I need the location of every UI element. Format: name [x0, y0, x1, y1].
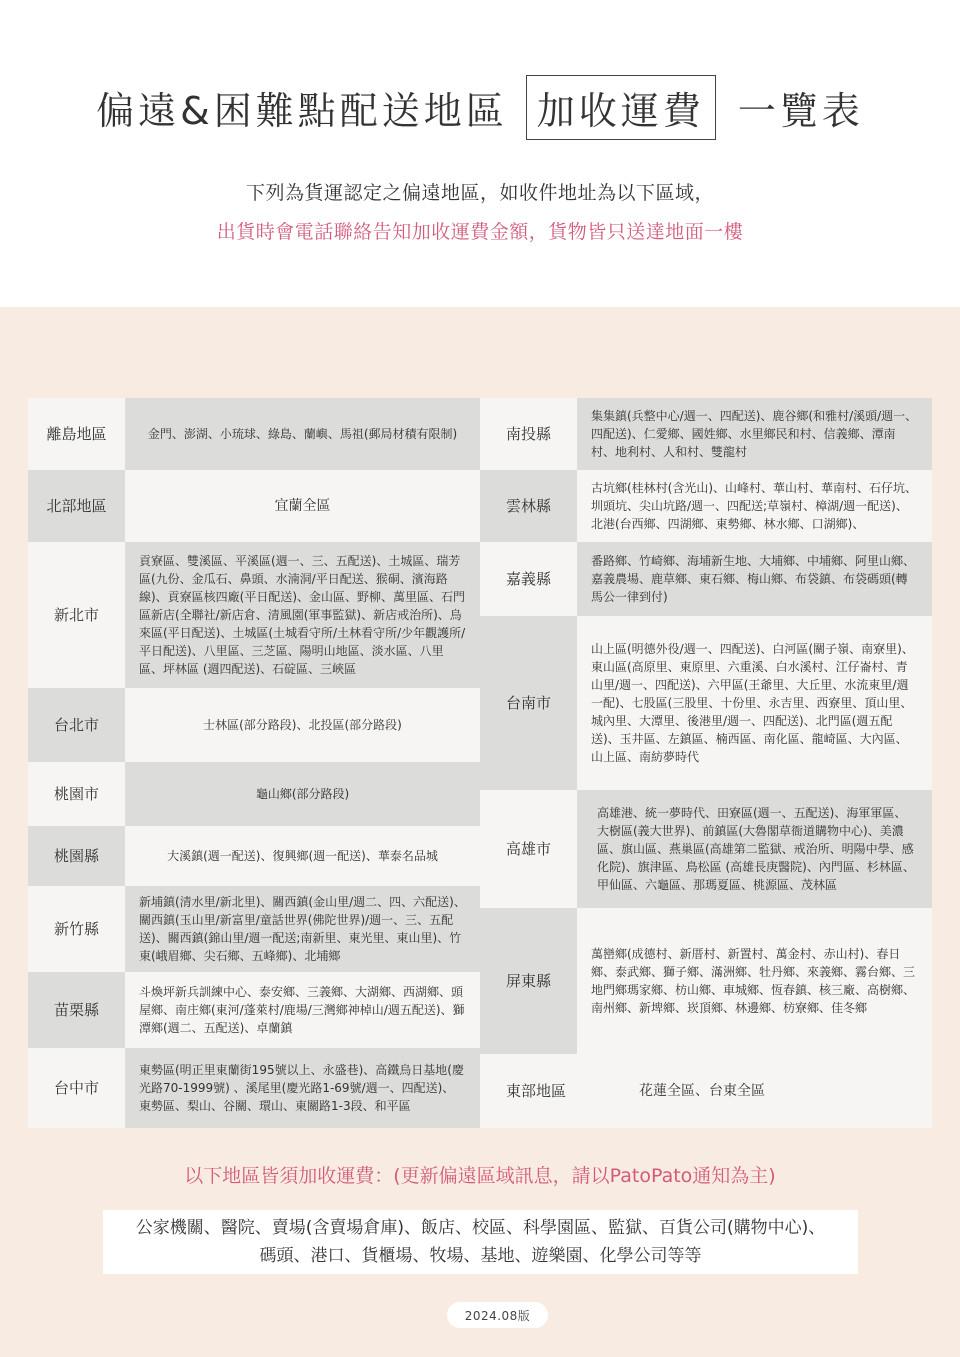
region-label-taoyuan-county: 桃園縣: [28, 826, 125, 886]
region-label-chiayi: 嘉義縣: [480, 542, 577, 616]
region-content-chiayi: 番路鄉、竹崎鄉、海埔新生地、大埔鄉、中埔鄉、阿里山鄉、嘉義農場、鹿草鄉、東石鄉、梅山鄉、布袋鎮、布袋碼頭(轉馬公一律到付): [577, 542, 932, 616]
footer-box: [103, 1210, 858, 1274]
region-content-nantou: 集集鎮(兵整中心/週一、四配送)、鹿谷鄉(和雅村/溪頭/週一、四配送)、仁愛鄉、國姓鄉、水里鄉民和村、信義鄉、潭南村、地利村、人和村、雙龍村: [577, 398, 932, 470]
footer-box-line-1: 公家機關、醫院、賣場(含賣場倉庫)、飯店、校區、科學園區、監獄、百貨公司(購物中心)、: [135, 1218, 826, 1238]
region-label-east: 東部地區: [480, 1054, 592, 1128]
region-content-taoyuan-city: 龜山鄉(部分路段): [125, 762, 480, 826]
intro-line-1: 下列為貨運認定之偏遠地區，如收件地址為以下區域，: [245, 182, 714, 204]
title-boxed: 加收運費: [526, 75, 716, 140]
footer-box-line-2: 碼頭、港口、貨櫃場、牧場、基地、遊樂園、化學公司等等: [259, 1246, 702, 1266]
region-content-pingtung: 萬巒鄉(成德村、新厝村、新置村、萬金村、赤山村)、春日鄉、泰武鄉、獅子鄉、滿洲鄉、牡丹鄉、來義鄉、霧台鄉、三地門鄉瑪家鄉、枋山鄉、車城鄉、恆春鎮、核三廠、高樹鄉、南州鄉、新埤鄉、崁頂鄉、林邊鄉、枋寮鄉、佳冬鄉: [577, 908, 932, 1054]
region-label-taichung: 台中市: [28, 1048, 125, 1128]
region-label-offshore: 離島地區: [28, 398, 125, 470]
region-label-taipei: 台北市: [28, 688, 125, 762]
region-content-north: 宜蘭全區: [125, 470, 480, 542]
footer-note: 以下地區皆須加收運費：(更新偏遠區域訊息，請以PatoPato通知為主): [184, 1165, 776, 1187]
region-content-offshore: 金門、澎湖、小琉球、綠島、蘭嶼、馬祖(郵局材積有限制): [125, 398, 480, 470]
region-label-taoyuan-city: 桃園市: [28, 762, 125, 826]
version-badge: 2024.08版: [447, 1302, 548, 1328]
region-content-yunlin: 古坑鄉(桂林村(含光山)、山峰村、華山村、華南村、石仔坑、圳頭坑、尖山坑路/週一、四配送;草嶺村、樟湖/週一配送)、北港(台西鄉、四湖鄉、東勢鄉、林水鄉、口湖鄉)、: [577, 470, 932, 542]
region-label-nantou: 南投縣: [480, 398, 577, 470]
region-content-taichung: 東勢區(明正里東蘭街195號以上、永盛巷)、高鐵烏日基地(慶光路70-1999號) 、溪尾里(慶光路1-69號/週一、四配送)、東勢區、梨山、谷關、環山、東關路1-3段、和平區: [125, 1048, 480, 1128]
region-content-taipei: 士林區(部分路段)、北投區(部分路段): [125, 688, 480, 762]
region-label-new-taipei: 新北市: [28, 542, 125, 688]
region-content-tainan: 山上區(明德外役/週一、四配送)、白河區(關子嶺、南寮里)、東山區(高原里、東原里、六重溪、白水溪村、江仔崙村、青山里/週一、四配送)、六甲區(王爺里、大丘里、水流東里/週一配)、七股區(三股里、十份里、永吉里、西寮里、頂山里、城內里、大潭里、後港里/週一、四配送)、北門區(週五配送)、玉井區、左鎮區、楠西區、南化區、龍崎區、大內區、山上區、南紡夢時代: [577, 616, 932, 790]
region-label-pingtung: 屏東縣: [480, 908, 577, 1054]
region-content-kaohsiung: 高雄港、統一夢時代、田寮區(週一、五配送)、海軍軍區、大樹區(義大世界)、前鎮區(大魯閣草衙道購物中心)、美濃區、旗山區、燕巢區(高雄第二監獄、戒治所、明陽中學、感化院)、旗津區、鳥松區 (高雄長庚醫院)、內門區、杉林區、甲仙區、六龜區、那瑪夏區、桃源區、茂林區: [577, 790, 932, 908]
region-east-filler: [812, 1054, 932, 1128]
region-label-north: 北部地區: [28, 470, 125, 542]
region-content-new-taipei: 貢寮區、雙溪區、平溪區(週一、三、五配送)、土城區、瑞芳區(九份、金瓜石、鼻頭、水湳洞/平日配送、猴硐、濱海路線)、貢寮區核四廠(平日配送)、金山區、野柳、萬里區、石門區新店(全聯社/新店倉、清風園(軍事監獄)、新店戒治所)、烏來區(平日配送)、土城區(土城看守所/土林看守所/少年觀護所/平日配送)、八里區、三芝區、陽明山地區、淡水區、八里區、坪林區 (週四配送)、石碇區、三峽區: [125, 542, 480, 688]
title-pre: 偏遠&困難點配送地區: [96, 88, 508, 133]
region-content-miaoli: 斗煥坪新兵訓練中心、泰安鄉、三義鄉、大湖鄉、西湖鄉、頭屋鄉、南庄鄉(東河/蓬萊村/鹿場/三灣鄉神棹山/週五配送)、獅潭鄉(週二、五配送)、卓蘭鎮: [125, 972, 480, 1048]
page-title: [0, 72, 960, 142]
region-content-taoyuan-county: 大溪鎮(週一配送)、復興鄉(週一配送)、華泰名品城: [125, 826, 480, 886]
region-label-hsinchu: 新竹縣: [28, 886, 125, 972]
region-content-hsinchu: 新埔鎮(清水里/新北里)、關西鎮(金山里/週二、四、六配送)、關西鎮(玉山里/新富里/童話世界(佛陀世界)/週一、三、五配送)、關西鎮(錦山里/週一配送;南新里、東光里、東山里)、竹東(峨眉鄉、尖石鄉、五峰鄉)、北埔鄉: [125, 886, 480, 972]
region-label-tainan: 台南市: [480, 616, 577, 790]
region-content-east: 花蓮全區、台東全區: [592, 1054, 812, 1128]
intro-line-2: 出貨時會電話聯絡告知加收運費金額，貨物皆只送達地面一樓: [216, 221, 744, 243]
title-post: 一覽表: [737, 88, 864, 133]
region-label-miaoli: 苗栗縣: [28, 972, 125, 1048]
region-label-yunlin: 雲林縣: [480, 470, 577, 542]
region-label-kaohsiung: 高雄市: [480, 790, 577, 908]
